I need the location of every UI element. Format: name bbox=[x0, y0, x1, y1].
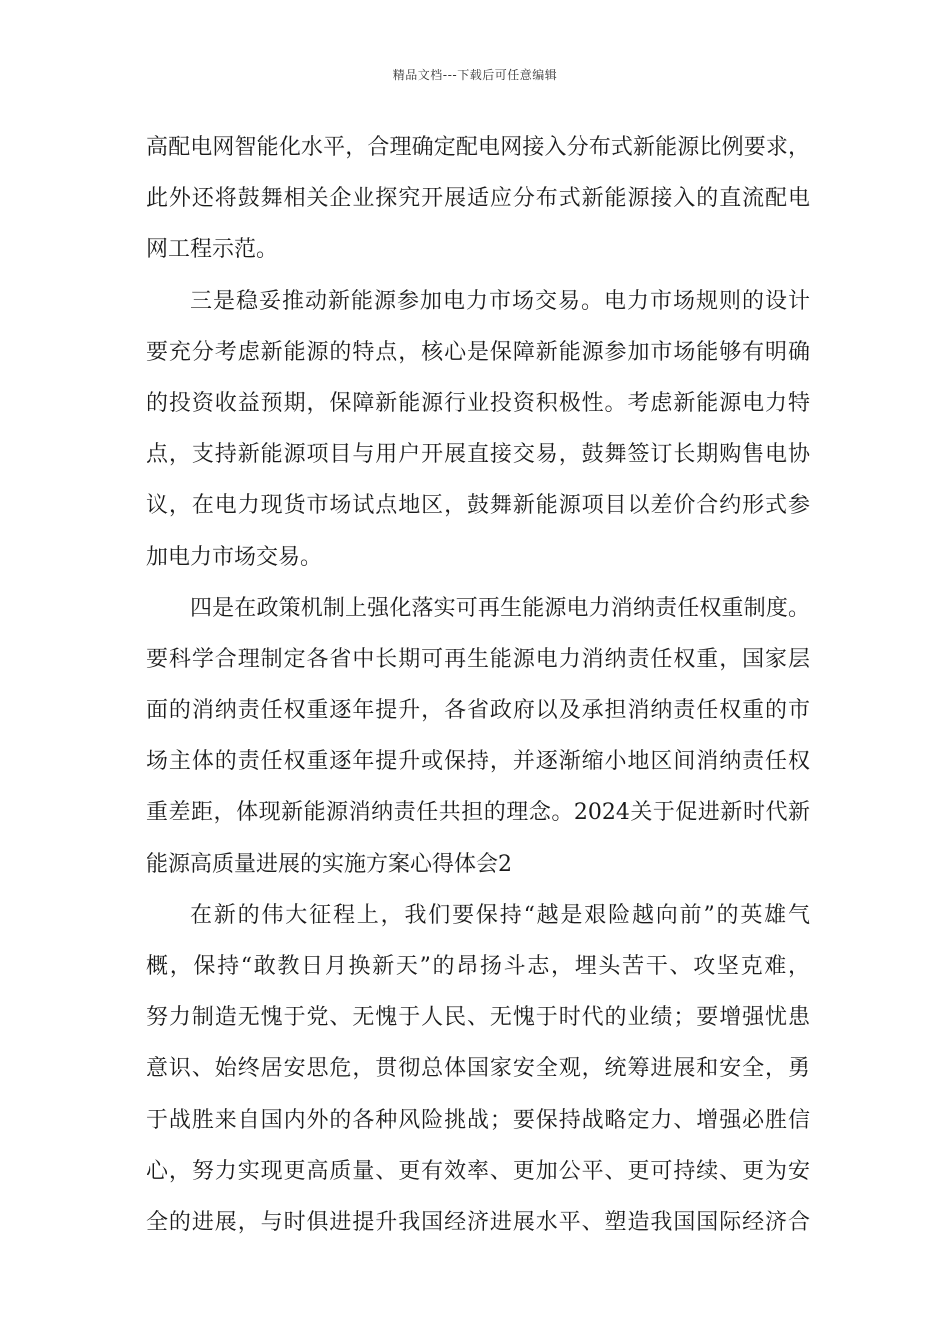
text-line: 场主体的责任权重逐年提升或保持，并逐渐缩小地区间消纳责任权 bbox=[146, 749, 810, 775]
text-line: 在新的伟大征程上，我们要保持“越是艰险越向前”的英雄气 bbox=[190, 902, 810, 928]
text-line: 于战胜来自国内外的各种风险挑战；要保持战略定力、增强必胜信 bbox=[146, 1107, 810, 1133]
text-line: 努力制造无愧于党、无愧于人民、无愧于时代的业绩；要增强忧患 bbox=[146, 1005, 810, 1031]
page-header: 精品文档---下载后可任意编辑 bbox=[392, 68, 558, 82]
text-line: 议，在电力现货市场试点地区，鼓舞新能源项目以差价合约形式参 bbox=[146, 493, 810, 519]
text-line: 面的消纳责任权重逐年提升，各省政府以及承担消纳责任权重的市 bbox=[146, 698, 810, 724]
text-line: 心，努力实现更高质量、更有效率、更加公平、更可持续、更为安 bbox=[146, 1158, 810, 1184]
paragraph-4 bbox=[146, 898, 810, 1256]
paragraph-2 bbox=[146, 284, 810, 591]
document-body bbox=[146, 130, 810, 1256]
text-line: 点，支持新能源项目与用户开展直接交易，鼓舞签订长期购售电协 bbox=[146, 442, 810, 468]
text-line: 意识、始终居安思危，贯彻总体国家安全观，统筹进展和安全，勇 bbox=[146, 1056, 810, 1082]
text-line: 此外还将鼓舞相关企业探究开展适应分布式新能源接入的直流配电 bbox=[146, 186, 810, 212]
text-line: 四是在政策机制上强化落实可再生能源电力消纳责任权重制度。 bbox=[190, 595, 810, 621]
text-line: 全的进展，与时俱进提升我国经济进展水平、塑造我国国际经济合 bbox=[146, 1209, 810, 1235]
text-line: 网工程示范。 bbox=[146, 237, 279, 263]
text-line: 的投资收益预期，保障新能源行业投资积极性。考虑新能源电力特 bbox=[146, 390, 810, 416]
text-line: 重差距，体现新能源消纳责任共担的理念。2024关于促进新时代新 bbox=[146, 800, 810, 826]
text-line: 高配电网智能化水平，合理确定配电网接入分布式新能源比例要求， bbox=[146, 135, 810, 160]
text-line: 要充分考虑新能源的特点，核心是保障新能源参加市场能够有明确 bbox=[146, 339, 810, 365]
paragraph-3 bbox=[146, 591, 810, 898]
text-line: 三是稳妥推动新能源参加电力市场交易。电力市场规则的设计 bbox=[190, 288, 810, 314]
text-line: 要科学合理制定各省中长期可再生能源电力消纳责任权重，国家层 bbox=[146, 646, 810, 672]
text-line: 概，保持“敢教日月换新天”的昂扬斗志，埋头苦干、攻坚克难， bbox=[146, 954, 810, 979]
text-line: 能源高质量进展的实施方案心得体会2 bbox=[146, 851, 512, 877]
paragraph-1 bbox=[146, 130, 810, 284]
text-line: 加电力市场交易。 bbox=[146, 544, 323, 570]
